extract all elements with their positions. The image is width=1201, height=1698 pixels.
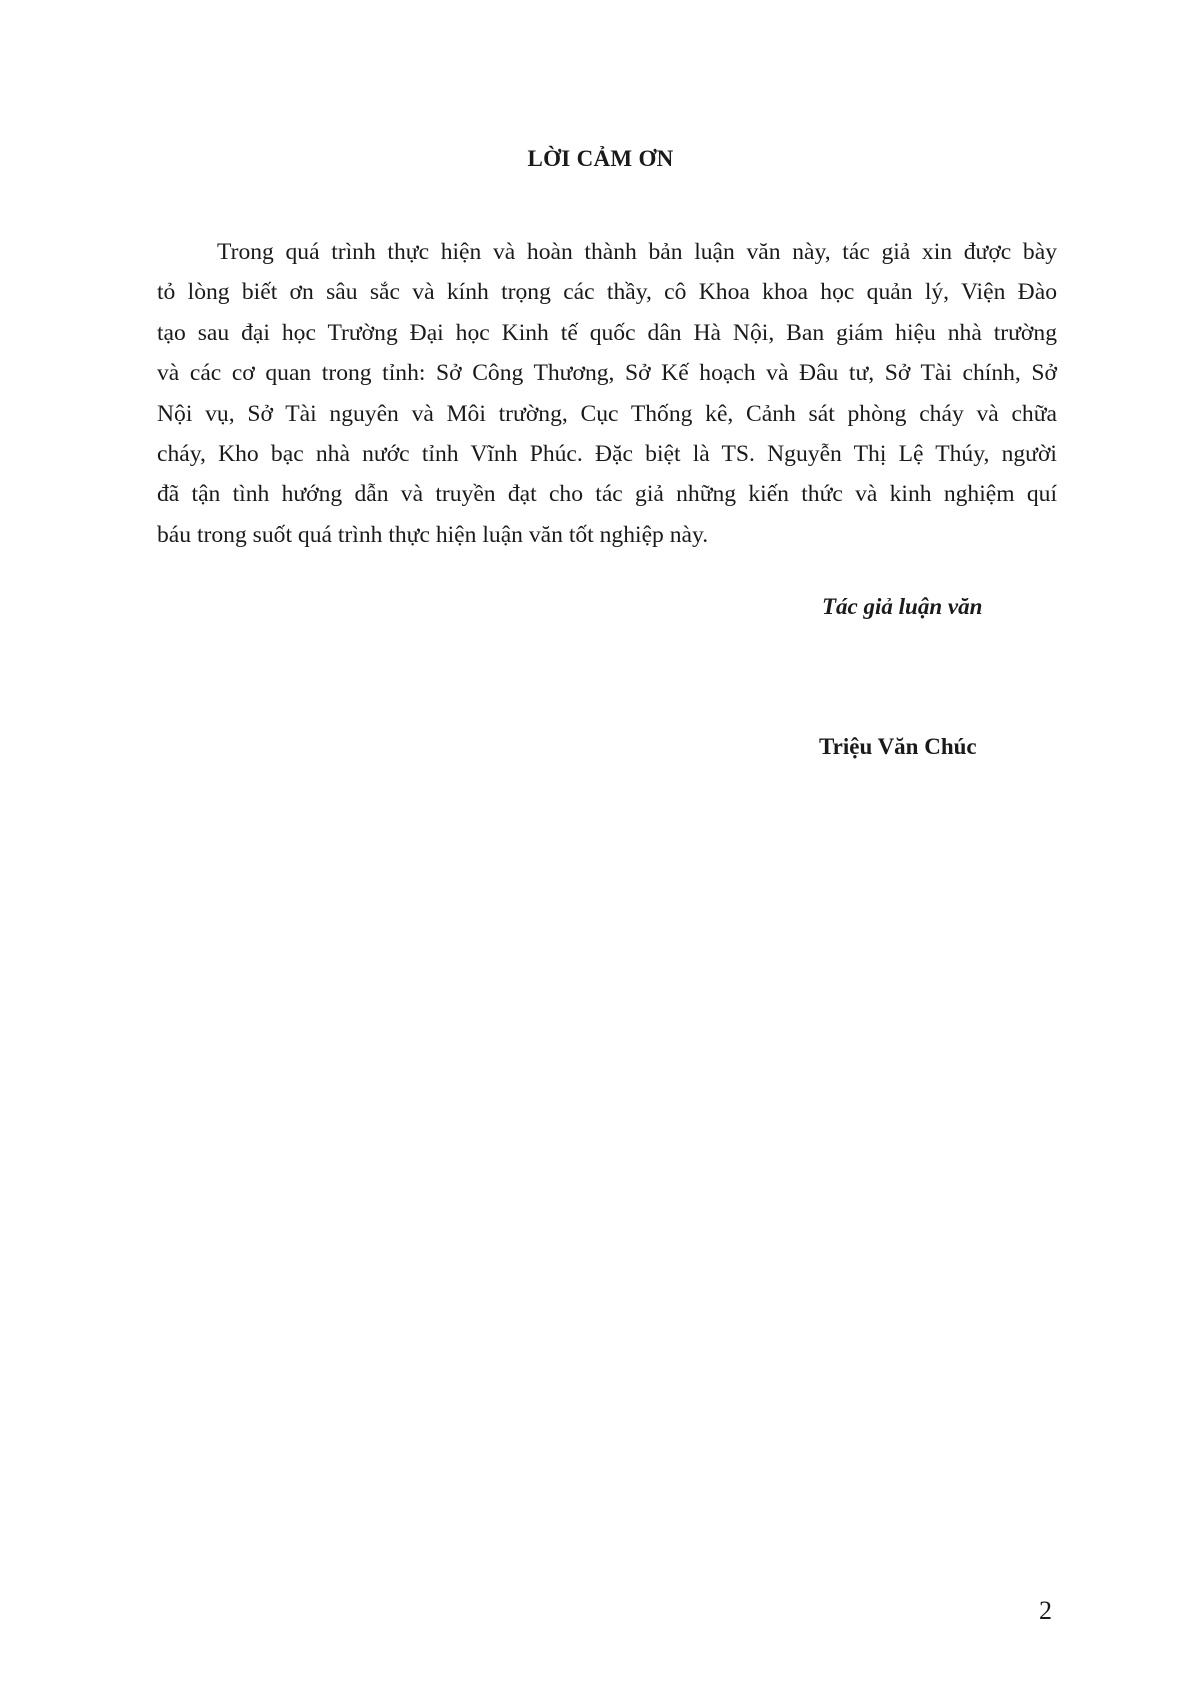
paragraph-line: đã tận tình hướng dẫn và truyền đạt cho tác giả những kiến thức và kinh nghiệm quí <box>157 481 1057 508</box>
paragraph-line: Nội vụ, Sở Tài nguyên và Môi trường, Cục Thống kê, Cảnh sát phòng cháy và chữa <box>157 400 1057 427</box>
paragraph-line: Trong quá trình thực hiện và hoàn thành bản luận văn này, tác giả xin được bày <box>217 239 1057 265</box>
paragraph-line: tạo sau đại học Trường Đại học Kinh tế quốc dân Hà Nội, Ban giám hiệu nhà trường <box>157 319 1057 346</box>
acknowledgement-paragraph <box>157 232 1057 555</box>
paragraph-line: cháy, Kho bạc nhà nước tỉnh Vĩnh Phúc. Đặc biệt là TS. Nguyễn Thị Lệ Thúy, người <box>157 441 1057 468</box>
paragraph-line: báu trong suốt quá trình thực hiện luận văn tốt nghiệp này. <box>157 521 709 548</box>
author-name: Triệu Văn Chúc <box>819 734 977 759</box>
paragraph-line: tỏ lòng biết ơn sâu sắc và kính trọng các thầy, cô Khoa khoa học quản lý, Viện Đào <box>157 279 1057 306</box>
page-number: 2 <box>1039 1596 1052 1625</box>
page-title: LỜI CẢM ƠN <box>527 146 674 171</box>
author-role: Tác giả luận văn <box>822 594 983 619</box>
paragraph-line: và các cơ quan trong tỉnh: Sở Công Thương, Sở Kế hoạch và Đâu tư, Sở Tài chính, Sở <box>157 360 1057 387</box>
